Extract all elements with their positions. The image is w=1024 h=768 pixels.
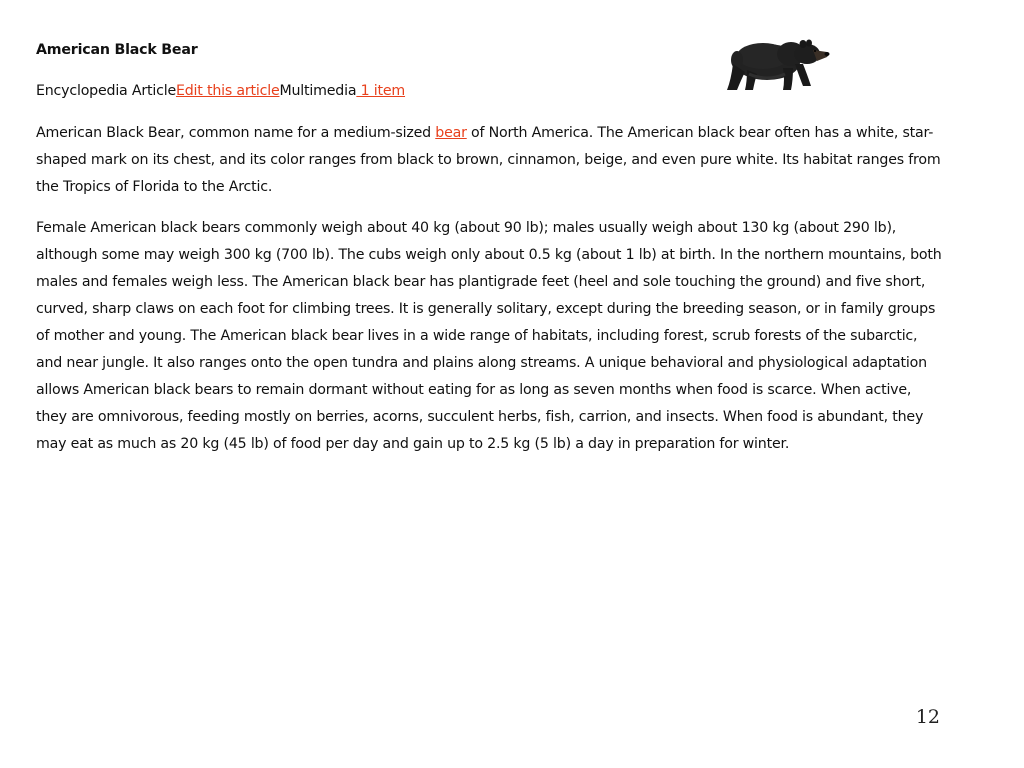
black-bear-image bbox=[723, 34, 833, 96]
article-content bbox=[36, 40, 946, 458]
paragraph-1-text-end: of North America. The American black bear often has a white, star-shaped mark on its chest, and its color ranges from black to brown, cinnamon, beige, and even pure white. Its habitat ranges from the Tropics of Florida to the Arctic. bbox=[36, 125, 941, 195]
page-number: 12 bbox=[915, 706, 940, 728]
paragraph-1-text-start: American Black Bear, common name for a medium-sized bbox=[36, 125, 436, 141]
edit-article-link[interactable]: Edit this article bbox=[175, 83, 280, 99]
article-paragraph-1 bbox=[36, 120, 946, 201]
bear-link[interactable]: bear bbox=[435, 125, 467, 141]
multimedia-items-link[interactable]: 1 item bbox=[356, 83, 406, 99]
article-category: Encyclopedia Article bbox=[36, 83, 176, 99]
article-paragraph-2: Female American black bears commonly weigh about 40 kg (about 90 lb); males usually weigh about 130 kg (about 290 lb), although some may weigh 300 kg (700 lb). The cubs weigh only about 0.5 kg (about 1 lb) at birth. In the northern mountains, both males and females weigh less. The American black bear has plantigrade feet (heel and sole touching the ground) and five short, curved, sharp claws on each foot for climbing trees. It is generally solitary, except during the breeding season, or in family groups of mother and young. The American black bear lives in a wide range of habitats, including forest, scrub forests of the subarctic, and near jungle. It also ranges onto the open tundra and plains along streams. A unique behavioral and physiological adaptation allows American black bears to remain dormant without eating for as long as seven months when food is scarce. When active, they are omnivorous, feeding mostly on berries, acorns, succulent herbs, fish, carrion, and insects. When food is abundant, they may eat as much as 20 kg (45 lb) of food per day and gain up to 2.5 kg (5 lb) a day in preparation for winter. bbox=[36, 220, 942, 452]
article-title: American Black Bear bbox=[36, 42, 198, 58]
multimedia-label: Multimedia bbox=[279, 83, 357, 99]
